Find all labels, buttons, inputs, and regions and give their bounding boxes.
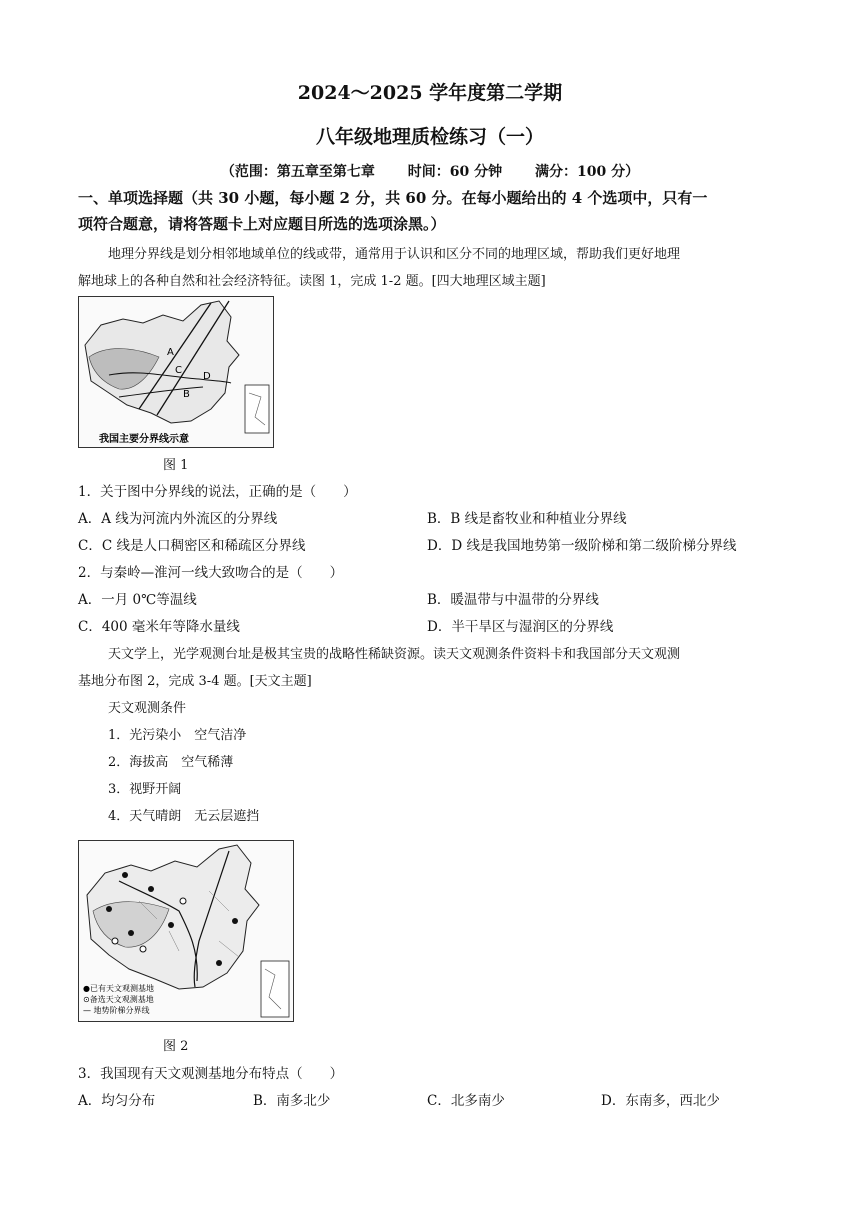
passage1-line2: 解地球上的各种自然和社会经济特征。读图 1，完成 1-2 题。[四大地理区域主题] [78,274,546,289]
question-2-option-a[interactable]: A．一月 0℃等温线 [78,592,197,608]
passage2-line1: 天文学上，光学观测台址是极其宝贵的战略性稀缺资源。读天文观测条件资料卡和我国部分天文观测 [108,647,681,662]
question-1-option-d[interactable]: D．D 线是我国地势第一级阶梯和第二级阶梯分界线 [427,538,737,554]
conditions-heading: 天文观测条件 [108,701,187,716]
section-heading-line2: 项符合题意，请将答题卡上对应题目所选的选项涂黑。） [78,215,446,233]
figure1-label-d: D [203,371,211,382]
question-3-option-b[interactable]: B．南多北少 [253,1093,331,1109]
question-2-option-d[interactable]: D．半干旱区与湿润区的分界线 [427,619,614,635]
figure1-map-title: 我国主要分界线示意 [99,434,189,445]
conditions-item-3: 3．视野开阔 [108,782,182,797]
question-1-option-a[interactable]: A．A 线为河流内外流区的分界线 [78,511,278,527]
question-1-option-b[interactable]: B．B 线是畜牧业和种植业分界线 [427,511,627,527]
exam-title-subject: 八年级地理质检练习（一） [315,126,544,148]
figure1-label-c: C [175,365,182,376]
figure1-inset-box [245,385,269,433]
question-2-option-c[interactable]: C．400 毫米年等降水量线 [78,619,240,635]
passage1-line1: 地理分界线是划分相邻地域单位的线或带，通常用于认识和区分不同的地理区域，帮助我们更好地理 [108,247,681,262]
figure1-label-a: A [167,347,174,358]
conditions-item-4: 4．天气晴朗 无云层遮挡 [108,809,260,824]
exam-title-year: 2024～2025 学年度第二学期 [297,82,563,104]
figure2-caption: 图 2 [163,1039,189,1054]
exam-scope: （范围：第五章至第七章 [220,164,375,180]
question-3-stem: 3．我国现有天文观测基地分布特点（ ） [78,1066,344,1082]
figure1-caption: 图 1 [163,458,189,473]
question-3-option-a[interactable]: A．均匀分布 [78,1093,156,1109]
figure2-map [78,840,294,1022]
conditions-item-2: 2．海拔高 空气稀薄 [108,755,234,770]
section-heading-line1: 一、单项选择题（共 30 小题，每小题 2 分，共 60 分。在每小题给出的 4 个选项中，只有一 [78,189,708,207]
exam-score: 满分：100 分） [535,164,640,180]
exam-time: 时间：60 分钟 [407,164,503,180]
figure2-legend-candidate: ⊙备选天文观测基地 [83,995,154,1004]
figure2-legend-boundary: — 地势阶梯分界线 [83,1006,150,1015]
conditions-item-1: 1．光污染小 空气洁净 [108,728,247,743]
figure2-legend-existing: ●已有天文观测基地 [83,984,154,993]
question-2-option-b[interactable]: B．暖温带与中温带的分界线 [427,592,599,608]
question-2-stem: 2．与秦岭—淮河一线大致吻合的是（ ） [78,565,344,581]
question-3-option-d[interactable]: D．东南多，西北少 [601,1093,720,1109]
question-1-option-c[interactable]: C．C 线是人口稠密区和稀疏区分界线 [78,538,306,554]
question-3-option-c[interactable]: C．北多南少 [427,1093,505,1109]
figure1-map [78,296,274,448]
figure1-label-b: B [183,389,190,400]
exam-meta [0,161,860,181]
passage2-line2: 基地分布图 2，完成 3-4 题。[天文主题] [78,674,312,689]
question-1-stem: 1．关于图中分界线的说法，正确的是（ ） [78,484,357,500]
